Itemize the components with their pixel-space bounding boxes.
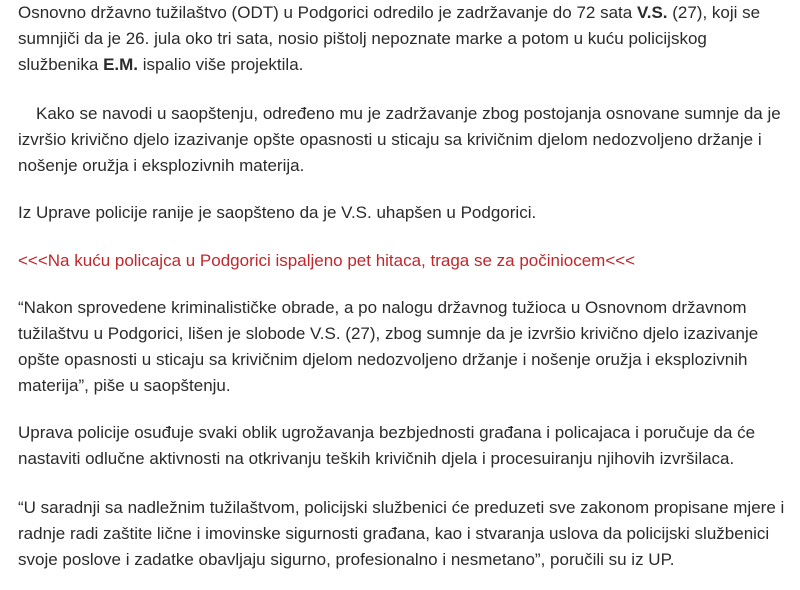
paragraph-text: Osnovno državno tužilaštvo (ODT) u Podgorici odredilo je zadržavanje do 72 sata [18,3,637,22]
paragraph-text: ispalio više projektila. [138,55,304,74]
paragraph-condemnation: Uprava policije osuđuje svaki oblik ugrožavanja bezbjednosti građana i policajaca i poručuje da će nastaviti odlučne aktivnosti na otkrivanju teških krivičnih djela i procesuiranju njihovih izvršilaca. [18,423,756,468]
related-article-paragraph [18,248,790,274]
paragraph-text: (27), koji se sumnjiči da je 26. jula oko tri sata, nosio pištolj nepoznate marke a potom u kuću policijskog službenika [18,3,761,74]
paragraph-arrest: Iz Uprave policije ranije je saopšteno da je V.S. uhapšen u Podgorici. [18,203,537,222]
paragraph-quote-police: “Nakon sprovedene kriminalističke obrade, a po nalogu državnog tužioca u Osnovnom državnom tužilaštvu u Podgorici, lišen je slobode V.S. (27), zbog sumnje da je izvršio krivično djelo izazivanje opšte opasnosti u sticaju sa krivičnim djelom nedozvoljeno držanje i nošenje oružja i eksplozivnih materija”, piše u saopštenju. [18,298,759,395]
officer-initials: E.M. [103,55,139,74]
suspect-initials: V.S. [636,3,668,22]
paragraph-quote-measures: “U saradnji sa nadležnim tužilaštvom, policijski službenici će preduzeti sve zakonom propisane mjere i radnje radi zaštite lične i imovinske sigurnosti građana, kao i stvaranja uslova da policijski službenici svoje poslove i zadatke obavljaju sigurno, profesionalno i nesmetano”, poručili su iz UP. [18,498,785,569]
paragraph-statement: Kako se navodi u saopštenju, određeno mu je zadržavanje zbog postojanja osnovane sumnje da je izvršio krivično djelo izazivanje opšte opasnosti u sticaju sa krivičnim djelom nedozvoljeno držanje i nošenje oružja i eksplozivnih materija. [18,104,781,175]
related-article-link[interactable]: <<<Na kuću policajca u Podgorici ispaljeno pet hitaca, traga se za počiniocem<<< [18,251,636,270]
paragraph-detention [18,0,790,78]
